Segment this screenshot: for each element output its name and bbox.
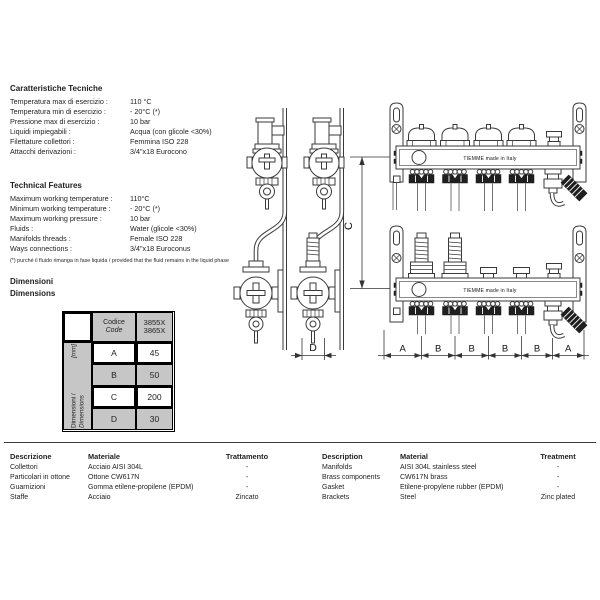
flow-meter [409,233,435,278]
mat-cell: Guarnizioni [10,484,46,491]
dim-value-a: 45 [136,342,173,364]
dim-label-b: B [533,343,541,355]
materials-table-english [322,450,578,503]
dim-value-c: 200 [136,386,173,408]
mat-cell: Manifolds [322,464,352,471]
valve-handwheel [474,125,503,147]
mat-cell: Ottone CW617N [88,474,140,481]
mat-cell: Particolari in ottone [10,474,70,481]
eurocone-outlet [409,170,434,184]
pump-group-side-view [291,261,340,343]
specs-it-title: Caratteristiche Tecniche [10,84,103,93]
eurocone-outlet [443,170,468,184]
dim-value-b: 50 [136,364,173,386]
dim-label-a: A [565,343,572,355]
code-label-it: Codice [103,318,125,326]
pump-group-side-view [247,118,287,209]
mat-cell: - [556,464,560,471]
pump-group-side-view [234,261,283,343]
dim-letter-b: B [92,364,136,386]
mat-cell: Zinc plated [540,494,576,501]
col-header: Material [400,452,428,461]
eurocone-outlet [509,302,534,316]
mat-cell: AISI 304L stainless steel [400,464,477,471]
mat-cell: - [556,474,560,481]
dim-label-c: C [343,222,355,230]
mat-cell: Brass components [322,474,380,481]
spec-value: - 20°C (*) [130,107,161,116]
air-vent-valve [547,132,562,147]
mat-cell: Collettori [10,464,38,471]
dim-letter-d: D [92,408,136,430]
dimensions-title-it: Dimensioni [10,277,54,286]
spec-value: - 20°C (*) [130,204,161,213]
col-header: Description [322,452,363,461]
spec-value: 10 bar [130,214,151,223]
valve-handwheel [407,125,436,147]
spec-value: 110 °C [130,97,152,106]
code-value-1: 3855X [143,317,166,327]
spec-label: Temperatura min di esercizio : [10,107,106,116]
eurocone-outlet [476,302,501,316]
spec-label: Pressione max di esercizio : [10,117,100,126]
dim-label-d: D [309,342,317,354]
spec-value: Femmina ISO 228 [130,137,189,146]
side-label-en: Dimensions [77,395,85,428]
liquid-phase-footnote: (*) purché il fluido rimanga in fase liquida / provided that the fluid remains in the liquid phase [10,258,230,264]
code-label-en: Code [105,327,123,334]
mat-cell: - [245,474,249,481]
spec-value: 10 bar [130,117,151,126]
bracket-screw-icon [575,254,584,263]
spec-label: Temperatura max di esercizio : [10,97,108,106]
divider-rule [4,442,596,443]
mat-cell: Gomma etilene-propilene (EPDM) [88,484,194,491]
specs-en-title: Technical Features [10,181,82,190]
dim-label-b: B [501,343,509,355]
col-header: Treatment [540,452,576,461]
mat-cell: Brackets [322,494,350,501]
mat-cell: - [556,484,560,491]
air-vent-valve [547,264,562,279]
col-header: Materiale [88,452,121,461]
mat-cell: - [245,464,249,471]
mat-cell: Acciaio [88,494,111,501]
manifold-front-view-bottom [390,226,587,336]
manifold-side-view-drawing [234,108,344,350]
dimensions-title-en: Dimensions [10,289,56,298]
pump-group-side-view [304,118,344,209]
materials-table-italian [10,450,272,503]
eurocone-outlet [409,302,434,316]
mat-cell: Gasket [322,484,345,491]
manifold-front-view-top [390,103,587,211]
spec-label: Manifolds threads : [10,234,71,243]
mat-cell: - [245,484,249,491]
mat-cell: Acciaio AISI 304L [88,464,143,471]
valve-handwheel [507,125,536,147]
mat-cell: Steel [400,494,416,501]
spec-value: 3/4"x18 Euroconus [130,244,191,253]
spec-value: 3/4"x18 Eurocono [130,147,187,156]
spec-label: Filettature collettori : [10,137,75,146]
spec-value: Water (glicole <30%) [130,224,197,233]
spec-label: Ways connections : [10,244,73,253]
dim-value-d: 30 [136,408,173,430]
dimension-d [291,338,336,360]
spec-value: Acqua (con glicole <30%) [130,127,212,136]
spec-label: Liquidi impiegabili : [10,127,71,136]
eurocone-outlet [509,170,534,184]
dim-label-a: A [399,343,406,355]
bracket-screw-icon [575,125,584,134]
bracket-screw-icon [392,125,401,134]
dim-label-b: B [435,343,442,355]
mat-cell: Zincato [235,494,259,501]
flow-meter [442,233,468,278]
spec-label: Minimum working temperature : [10,204,111,213]
dim-letter-c: C [92,386,136,408]
eurocone-outlet [476,170,501,184]
side-label-unit: [mm] [69,344,77,358]
spec-value: 110°C [130,194,150,203]
valve-cap [481,268,497,279]
brand-marking: TIEMME made in Italy [463,156,517,162]
valve-handwheel [441,125,470,147]
spec-label: Attacchi derivazioni : [10,147,76,156]
dim-letter-a: A [92,342,136,364]
spec-label: Maximum working pressure : [10,214,102,223]
col-header: Trattamento [225,452,269,461]
brand-marking: TIEMME made in Italy [463,288,517,294]
spec-value: Female ISO 228 [130,234,183,243]
code-value-2: 3865X [143,326,166,335]
spec-label: Fluids : [10,224,34,233]
mat-cell: CW617N brass [400,474,448,481]
side-label-it: Dimensioni / [69,393,77,428]
dim-label-b: B [468,343,475,355]
bracket-screw-icon [392,254,401,263]
spec-label: Maximum working temperature : [10,194,113,203]
mat-cell: Etilene-propylene rubber (EPDM) [400,484,504,491]
dimension-c [343,157,394,289]
col-header: Descrizione [10,452,52,461]
mat-cell: Staffe [10,494,29,501]
eurocone-outlet [443,302,468,316]
valve-cap [514,268,530,279]
